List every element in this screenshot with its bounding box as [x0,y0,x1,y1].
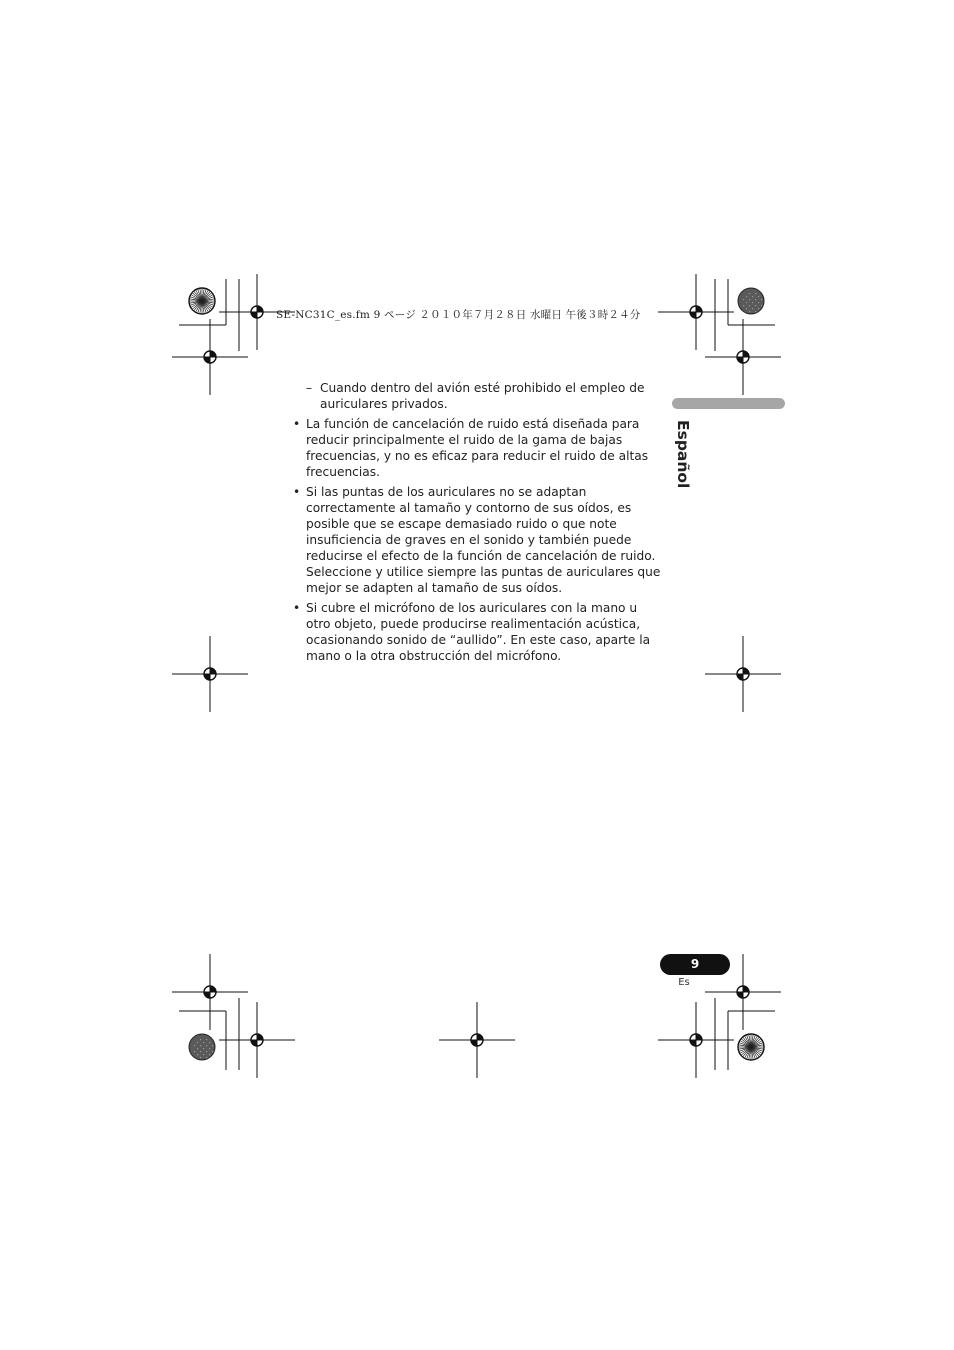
registration-target-icon [705,636,781,712]
bullet-marker: • [293,601,301,615]
registration-target-icon [705,319,781,395]
registration-target-icon [172,319,248,395]
print-file-header: SE-NC31C_es.fm 9 ページ ２０１０年７月２８日 水曜日 午後３時２４分 [276,309,641,321]
bullet-marker: • [293,485,301,499]
page-number-badge: 9 [660,954,730,975]
sub-list-item [292,380,664,412]
language-code: Es [678,977,690,988]
language-label: Español [674,420,692,489]
dash-marker: – [306,381,313,395]
list-item [292,416,664,480]
language-tab-bar [672,398,785,409]
halftone-registration-icon [738,288,764,314]
starburst-registration-icon [738,1034,764,1060]
halftone-registration-icon [189,1034,215,1060]
registration-target-icon [172,636,248,712]
main-content [292,380,664,668]
registration-target-icon [219,1002,295,1078]
sub-list-item-text: Cuando dentro del avión esté prohibido el empleo de auriculares privados. [320,381,645,411]
registration-target-icon [439,1002,515,1078]
list-item [292,484,664,596]
registration-target-icon [658,1002,734,1078]
list-item [292,600,664,664]
list-item-text: Si las puntas de los auriculares no se adaptan correctamente al tamaño y contorno de sus oídos, es posible que se escape demasiado ruido o que note insuficiencia de graves en el sonido y también puede reducirse el efecto de la función de cancelación de ruido. Seleccione y utilice siempre las puntas de auriculares que mejor se adapten al tamaño de sus oídos. [306,485,661,595]
registration-target-icon [172,954,248,1030]
bullet-marker: • [293,417,301,431]
language-tab [668,420,692,500]
list-item-text: La función de cancelación de ruido está diseñada para reducir principalmente el ruido de la gama de bajas frecuencias, y no es eficaz para reducir el ruido de altas frecuencias. [306,417,649,479]
starburst-registration-icon [189,288,215,314]
list-item-text: Si cubre el micrófono de los auriculares con la mano u otro objeto, puede producirse realimentación acústica, ocasionando sonido de “aullido”. En este caso, aparte la mano o la otra obstrucción del micrófono. [306,601,651,663]
